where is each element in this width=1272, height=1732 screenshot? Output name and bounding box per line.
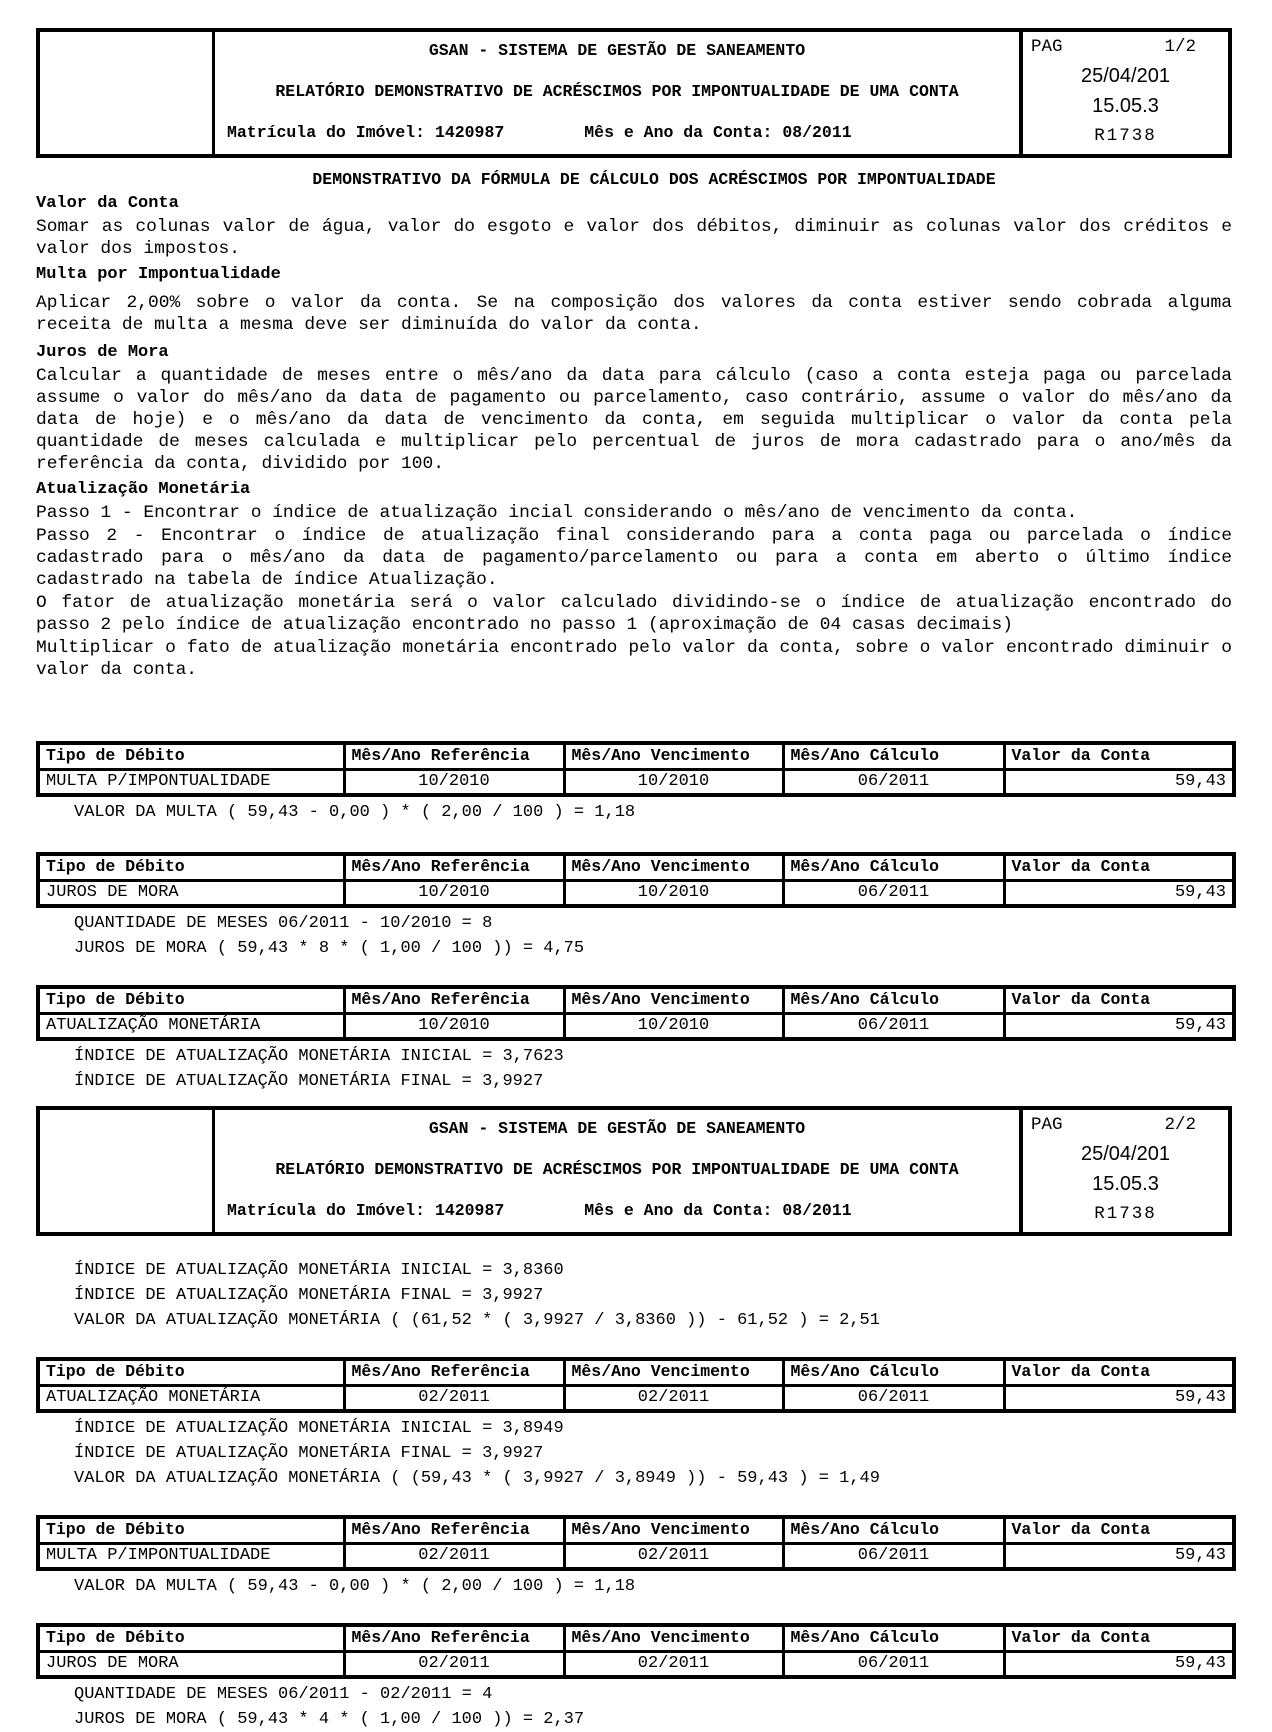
table-header-row [38,743,1234,769]
conta-value: 08/2011 [782,1201,852,1220]
page2-header [36,1106,1232,1236]
col-header-vencimento: Mês/Ano Vencimento [564,1517,783,1543]
formula-line: VALOR DA ATUALIZAÇÃO MONETÁRIA ( (61,52 * ( 3,9927 / 3,8360 )) - 61,52 ) = 2,51 [74,1311,880,1330]
page-number-row [1023,1115,1228,1135]
cell-tipo-debito: ATUALIZAÇÃO MONETÁRIA [38,1013,344,1039]
col-header-calculo: Mês/Ano Cálculo [783,1359,1004,1385]
cell-referencia: 02/2011 [344,1651,564,1677]
matricula-field [227,1201,504,1220]
col-header-vencimento: Mês/Ano Vencimento [564,987,783,1013]
cell-tipo-debito: ATUALIZAÇÃO MONETÁRIA [38,1385,344,1411]
header-meta [215,1201,1019,1220]
formula-line: ÍNDICE DE ATUALIZAÇÃO MONETÁRIA INICIAL = 3,8360 [74,1261,564,1280]
section-heading-juros: Juros de Mora [36,343,169,362]
report-date: 25/04/201 [1081,1142,1170,1165]
formula-line: ÍNDICE DE ATUALIZAÇÃO MONETÁRIA FINAL = 3,9927 [74,1286,544,1305]
matricula-field [227,123,504,142]
col-header-valor: Valor da Conta [1004,854,1234,880]
col-header-referencia: Mês/Ano Referência [344,743,564,769]
matricula-value: 1420987 [434,1201,505,1220]
col-header-calculo: Mês/Ano Cálculo [783,743,1004,769]
section-paragraph: Passo 1 - Encontrar o índice de atualização incial considerando o mês/ano de vencimento da conta. [36,503,1078,523]
formula-line: VALOR DA ATUALIZAÇÃO MONETÁRIA ( (59,43 * ( 3,9927 / 3,8949 )) - 59,43 ) = 1,49 [74,1469,880,1488]
document-title: DEMONSTRATIVO DA FÓRMULA DE CÁLCULO DOS ACRÉSCIMOS POR IMPONTUALIDADE [312,170,996,189]
formula-line: JUROS DE MORA ( 59,43 * 4 * ( 1,00 / 100 )) = 2,37 [74,1710,585,1729]
col-header-tipo-debito: Tipo de Débito [38,1359,344,1385]
table-notes [36,1682,1272,1732]
header-center [215,32,1023,154]
col-header-tipo-debito: Tipo de Débito [38,854,344,880]
header-meta [215,123,1019,142]
header-center [215,1110,1023,1232]
table-notes [36,1574,1272,1599]
report-code: R1738 [1094,1203,1157,1224]
cell-referencia: 10/2010 [344,880,564,906]
cell-tipo-debito: MULTA P/IMPONTUALIDADE [38,1543,344,1569]
cell-valor: 59,43 [1004,1385,1234,1411]
section-heading-multa: Multa por Impontualidade [36,265,281,284]
cell-valor: 59,43 [1004,1543,1234,1569]
formula-line: ÍNDICE DE ATUALIZAÇÃO MONETÁRIA INICIAL = 3,8949 [74,1419,564,1438]
page-number: 2/2 [1164,1115,1196,1135]
cell-vencimento: 10/2010 [564,880,783,906]
page-number: 1/2 [1164,37,1196,57]
cell-referencia: 02/2011 [344,1543,564,1569]
section-paragraph: Aplicar 2,00% sobre o valor da conta. Se na composição dos valores da conta estiver sendo cobrada alguma receita de multa a mesma deve ser diminuída do valor da conta. [36,293,1232,335]
debit-table-atualizacao-1 [36,985,1236,1041]
debit-table-atualizacao-2 [36,1357,1236,1413]
cell-calculo: 06/2011 [783,1543,1004,1569]
logo-box [40,32,215,154]
table-header-row [38,987,1234,1013]
col-header-referencia: Mês/Ano Referência [344,1359,564,1385]
col-header-valor: Valor da Conta [1004,1517,1234,1543]
table-notes [36,911,1272,961]
section-paragraph: Somar as colunas valor de água, valor do esgoto e valor dos débitos, diminuir as colunas valor dos créditos e valor dos impostos. [36,217,1232,259]
cell-valor: 59,43 [1004,1651,1234,1677]
col-header-calculo: Mês/Ano Cálculo [783,1625,1004,1651]
cell-vencimento: 02/2011 [564,1651,783,1677]
table-row [38,1651,1234,1677]
conta-value: 08/2011 [782,123,852,142]
formula-line: ÍNDICE DE ATUALIZAÇÃO MONETÁRIA INICIAL = 3,7623 [74,1047,564,1066]
col-header-calculo: Mês/Ano Cálculo [783,854,1004,880]
page2-carryover-notes [36,1258,1272,1333]
report-date: 25/04/201 [1081,64,1170,87]
page-number-row [1023,37,1228,57]
conta-label: Mês e Ano da Conta: [584,1201,773,1220]
cell-calculo: 06/2011 [783,769,1004,795]
col-header-vencimento: Mês/Ano Vencimento [564,854,783,880]
section-heading-atualizacao: Atualização Monetária [36,480,251,499]
col-header-vencimento: Mês/Ano Vencimento [564,1625,783,1651]
cell-referencia: 02/2011 [344,1385,564,1411]
cell-referencia: 10/2010 [344,1013,564,1039]
table-row [38,1385,1234,1411]
debit-table-juros-2 [36,1623,1236,1679]
col-header-referencia: Mês/Ano Referência [344,1517,564,1543]
col-header-tipo-debito: Tipo de Débito [38,743,344,769]
logo-box [40,1110,215,1232]
col-header-referencia: Mês/Ano Referência [344,1625,564,1651]
formula-line: JUROS DE MORA ( 59,43 * 8 * ( 1,00 / 100 )) = 4,75 [74,939,585,958]
formula-line: VALOR DA MULTA ( 59,43 - 0,00 ) * ( 2,00 / 100 ) = 1,18 [74,1577,636,1596]
cell-vencimento: 02/2011 [564,1543,783,1569]
matricula-value: 1420987 [434,123,505,142]
table-header-row [38,854,1234,880]
cell-calculo: 06/2011 [783,1385,1004,1411]
col-header-valor: Valor da Conta [1004,1359,1234,1385]
cell-vencimento: 10/2010 [564,1013,783,1039]
pag-label: PAG [1031,1115,1063,1135]
report-title: RELATÓRIO DEMONSTRATIVO DE ACRÉSCIMOS POR IMPONTUALIDADE DE UMA CONTA [275,82,959,101]
cell-calculo: 06/2011 [783,1013,1004,1039]
pag-label: PAG [1031,37,1063,57]
cell-tipo-debito: JUROS DE MORA [38,880,344,906]
col-header-calculo: Mês/Ano Cálculo [783,987,1004,1013]
cell-tipo-debito: MULTA P/IMPONTUALIDADE [38,769,344,795]
table-header-row [38,1359,1234,1385]
col-header-referencia: Mês/Ano Referência [344,987,564,1013]
section-paragraph: Calcular a quantidade de meses entre o mês/ano da data para cálculo (caso a conta esteja paga ou parcelada assume o valor do mês/ano da data de pagamento ou parcelamento, caso contrário, assume o valor do mês/ano da data de hoje) e o mês/ano da data de vencimento da conta, em seguida multiplicar o valor da conta pela quantidade de meses calculada e multiplicar pelo percentual de juros de mora cadastrado para o ano/mês da referência da conta, dividido por 100. [36,366,1232,474]
debit-table-multa-2 [36,1515,1236,1571]
col-header-tipo-debito: Tipo de Débito [38,987,344,1013]
mes-ano-conta-field [584,123,851,142]
col-header-tipo-debito: Tipo de Débito [38,1517,344,1543]
page-info-box [1023,32,1228,154]
formula-line: ÍNDICE DE ATUALIZAÇÃO MONETÁRIA FINAL = 3,9927 [74,1072,544,1091]
page1-header [36,28,1232,158]
section-heading-valor-da-conta: Valor da Conta [36,194,179,213]
formula-line: VALOR DA MULTA ( 59,43 - 0,00 ) * ( 2,00 / 100 ) = 1,18 [74,803,636,822]
debit-table-juros-1 [36,852,1236,908]
table-notes [36,1416,1272,1491]
cell-vencimento: 10/2010 [564,769,783,795]
col-header-valor: Valor da Conta [1004,1625,1234,1651]
cell-calculo: 06/2011 [783,880,1004,906]
table-row [38,1543,1234,1569]
cell-vencimento: 02/2011 [564,1385,783,1411]
matricula-label: Matrícula do Imóvel: [227,1201,426,1220]
system-title: GSAN - SISTEMA DE GESTÃO DE SANEAMENTO [428,41,806,60]
system-title: GSAN - SISTEMA DE GESTÃO DE SANEAMENTO [428,1119,806,1138]
section-paragraph: Passo 2 - Encontrar o índice de atualização final considerando para a conta paga ou parcelada o índice cadastrado para o mês/ano da data de pagamento/parcelamento ou para a conta em aberto o último índice cadastrado na tabela de índice Atualização. [36,526,1232,590]
cell-tipo-debito: JUROS DE MORA [38,1651,344,1677]
cell-valor: 59,43 [1004,1013,1234,1039]
cell-valor: 59,43 [1004,880,1234,906]
table-header-row [38,1625,1234,1651]
section-paragraph: O fator de atualização monetária será o valor calculado dividindo-se o índice de atualização encontrado do passo 2 pelo índice de atualização encontrado no passo 1 (aproximação de 04 casas decimais) [36,593,1232,635]
report-time: 15.05.3 [1092,1173,1159,1196]
cell-referencia: 10/2010 [344,769,564,795]
col-header-vencimento: Mês/Ano Vencimento [564,1359,783,1385]
matricula-label: Matrícula do Imóvel: [227,123,426,142]
formula-line: QUANTIDADE DE MESES 06/2011 - 10/2010 = 8 [74,914,493,933]
table-header-row [38,1517,1234,1543]
col-header-valor: Valor da Conta [1004,743,1234,769]
col-header-valor: Valor da Conta [1004,987,1234,1013]
cell-valor: 59,43 [1004,769,1234,795]
col-header-tipo-debito: Tipo de Débito [38,1625,344,1651]
mes-ano-conta-field [584,1201,851,1220]
report-time: 15.05.3 [1092,95,1159,118]
report-title: RELATÓRIO DEMONSTRATIVO DE ACRÉSCIMOS POR IMPONTUALIDADE DE UMA CONTA [275,1160,959,1179]
formula-line: QUANTIDADE DE MESES 06/2011 - 02/2011 = 4 [74,1685,493,1704]
col-header-referencia: Mês/Ano Referência [344,854,564,880]
report-code: R1738 [1094,125,1157,146]
table-notes [36,1044,1272,1094]
table-notes [36,800,1272,825]
cell-calculo: 06/2011 [783,1651,1004,1677]
col-header-vencimento: Mês/Ano Vencimento [564,743,783,769]
formula-line: ÍNDICE DE ATUALIZAÇÃO MONETÁRIA FINAL = 3,9927 [74,1444,544,1463]
table-row [38,1013,1234,1039]
debit-table-multa-1 [36,741,1236,797]
conta-label: Mês e Ano da Conta: [584,123,773,142]
col-header-calculo: Mês/Ano Cálculo [783,1517,1004,1543]
table-row [38,769,1234,795]
page-info-box [1023,1110,1228,1232]
section-paragraph: Multiplicar o fato de atualização monetária encontrado pelo valor da conta, sobre o valor encontrado diminuir o valor da conta. [36,638,1232,680]
table-row [38,880,1234,906]
